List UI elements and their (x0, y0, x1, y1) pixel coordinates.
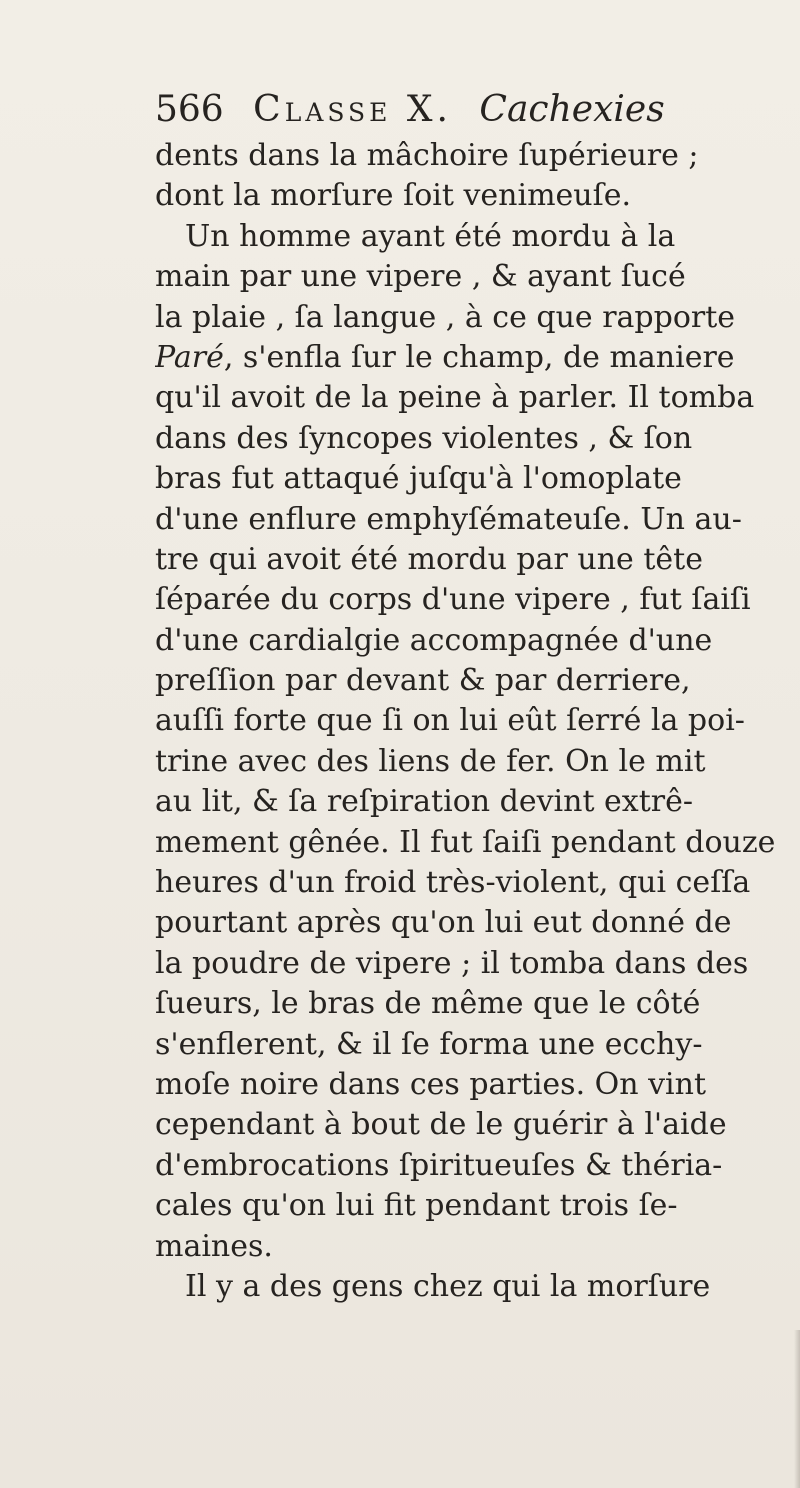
text-line: main par une vipere , & ayant ſucé (155, 259, 686, 295)
text-line: preſſion par devant & par derriere, (155, 663, 691, 699)
page-number: 566 (155, 89, 224, 130)
text-line: auſſi forte que ſi on lui eût ſerré la poi- (155, 703, 745, 739)
text-line: pourtant après qu'on lui eut donné de (155, 905, 732, 941)
text-line: la plaie , ſa langue , à ce que rapporte (155, 299, 736, 335)
paragraph-start-line: Il y a des gens chez qui la morſure (185, 1268, 711, 1304)
text-line: au lit, & ſa reſpiration devint extrê- (155, 784, 693, 820)
text-line: tre qui avoit été mordu par une tête (155, 541, 703, 577)
text-line: d'une cardialgie accompagnée d'une (155, 622, 713, 658)
text-line: maines. (155, 1228, 273, 1264)
text-line: s'enflerent, & il ſe forma une ecchy- (155, 1026, 703, 1062)
page-header (155, 86, 715, 134)
text-line: d'embrocations ſpiritueuſes & théria- (155, 1147, 723, 1183)
page-edge-shadow (794, 1330, 800, 1488)
text-line: dans des ſyncopes violentes , & ſon (155, 420, 693, 456)
classe-heading: Classe X. (253, 89, 452, 130)
italic-name: Paré (155, 339, 224, 375)
text-line: mement gênée. Il fut ſaiſi pendant douze (155, 824, 775, 860)
text-line: bras fut attaqué juſqu'à l'omoplate (155, 461, 682, 497)
text-line: cales qu'on lui fit pendant trois ſe- (155, 1188, 678, 1224)
text-line: qu'il avoit de la peine à parler. Il tomba (155, 380, 755, 416)
running-title: Cachexies (479, 89, 665, 130)
text-line: trine avec des liens de fer. On le mit (155, 743, 706, 779)
paragraph-start-line: Un homme ayant été mordu à la (185, 218, 676, 254)
text-line: ſueurs, le bras de même que le côté (155, 986, 701, 1022)
text-line: moſe noire dans ces parties. On vint (155, 1066, 707, 1102)
text-line: d'une enflure emphyſémateuſe. Un au- (155, 501, 742, 537)
body-text (155, 136, 775, 1307)
text-line: Paré, s'enfla ſur le champ, de maniere (155, 339, 735, 375)
text-line: dont la morſure ſoit venimeuſe. (155, 178, 631, 214)
text-line: cependant à bout de le guérir à l'aide (155, 1107, 727, 1143)
text-line: dents dans la mâchoire ſupérieure ; (155, 138, 699, 173)
text-line: ſéparée du corps d'une vipere , fut ſaiſi (155, 582, 751, 618)
text-line: la poudre de vipere ; il tomba dans des (155, 945, 749, 981)
text-line: heures d'un froid très-violent, qui ceſſa (155, 865, 751, 901)
